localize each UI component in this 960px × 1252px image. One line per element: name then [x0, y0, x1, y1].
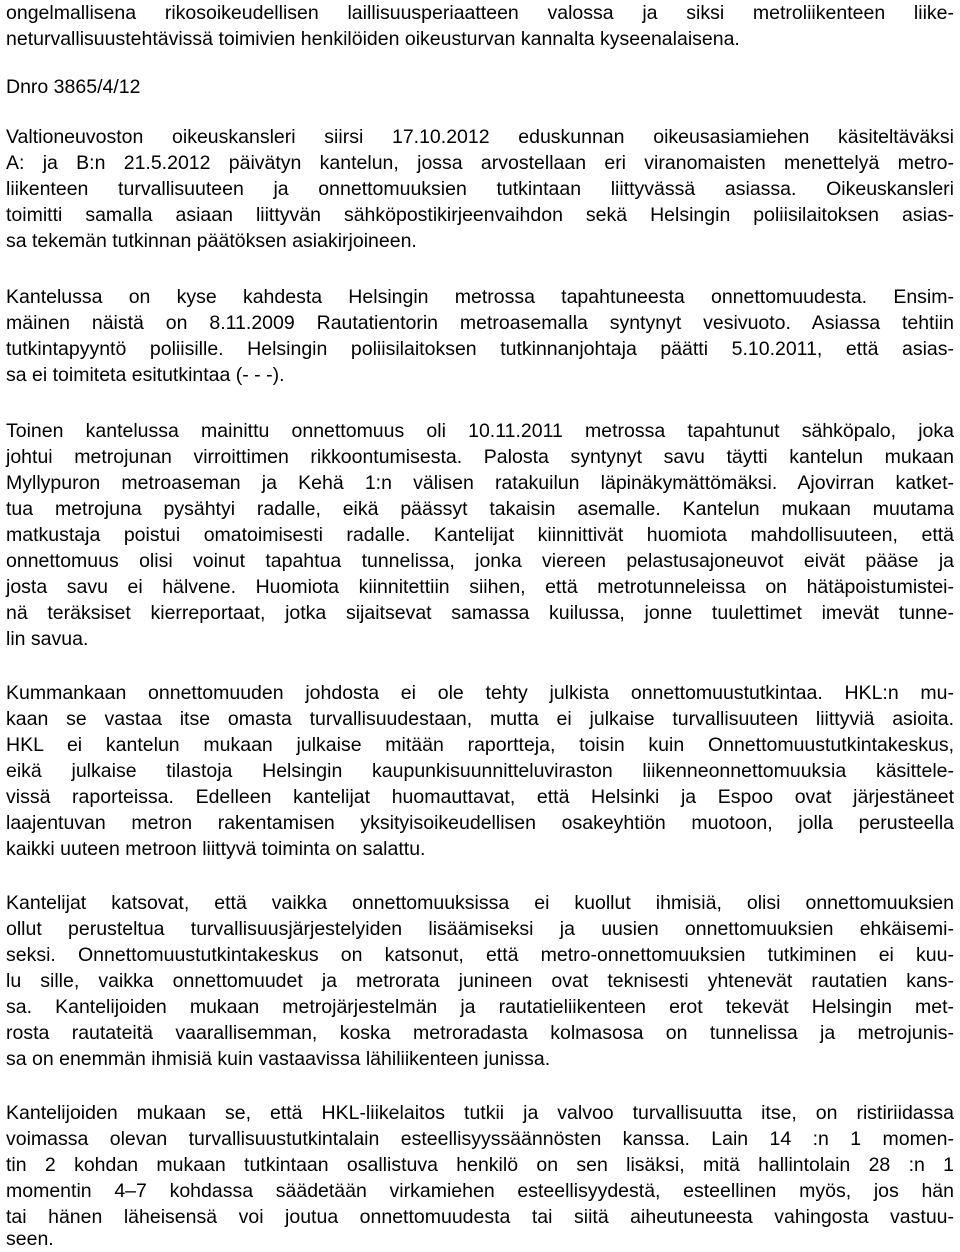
text-line: lin savua.: [6, 628, 89, 650]
text-line: tin 2 kohdan mukaan tutkintaan osallistuva henkilö on sen lisäksi, mitä hallintolain 28 :n 1: [6, 1154, 954, 1176]
text-line: Myllypuron metroaseman ja Kehä 1:n välisen ratakuilun läpinäkymättömäksi. Ajovirran katket-: [6, 472, 954, 494]
text-line: neturvallisuustehtävissä toimivien henkilöiden oikeusturvan kannalta kyseenalaisena.: [6, 28, 740, 50]
text-line: kaan se vastaa itse omasta turvallisuudestaan, mutta ei julkaise turvallisuuteen liittyviä asioita.: [6, 708, 954, 730]
text-line: mäinen näistä on 8.11.2009 Rautatientorin metroasemalla syntynyt vesivuoto. Asiassa tehtiin: [6, 312, 954, 334]
text-line: ollut perusteltua turvallisuusjärjestelyiden lisäämiseksi ja uusien onnettomuuksien ehkäisemi-: [6, 918, 954, 940]
text-line: liikenteen turvallisuuteen ja onnettomuuksien tutkintaan liittyvässä asiassa. Oikeuskansleri: [6, 178, 954, 200]
text-line: rosta rautateitä vaarallisemman, koska metroradasta kolmasosa on tunnelissa ja metrojunis-: [6, 1022, 954, 1044]
text-line: voimassa olevan turvallisuustutkintalain esteellisyyssäännösten kanssa. Lain 14 :n 1 momen-: [6, 1128, 954, 1150]
text-line: lu sille, vaikka onnettomuudet ja metrorata junineen ovat teknisesti yhtenevät rautatien kans-: [6, 970, 954, 992]
text-line: onnettomuus olisi voinut tapahtua tunnelissa, jonka viereen pelastusajoneuvot eivät pääse ja: [6, 550, 954, 572]
text-line: tua metrojuna pysähtyi radalle, eikä päässyt takaisin asemalle. Kantelun mukaan muutama: [6, 498, 954, 520]
text-line: josta savu ei hälvene. Huomiota kiinnitettiin siihen, että metrotunneleissa on hätäpoistumistei-: [6, 576, 954, 598]
text-line: matkustaja poistui omatoimisesti radalle. Kantelijat kiinnittivät huomiota mahdollisuuteen, että: [6, 524, 954, 546]
text-line: sa tekemän tutkinnan päätöksen asiakirjoineen.: [6, 230, 417, 252]
text-line: johtui metrojunan virroittimen rikkoontumisesta. Palosta syntynyt savu täytti kantelun mukaan: [6, 446, 954, 468]
text-line: HKL ei kantelun mukaan julkaise mitään raportteja, toisin kuin Onnettomuustutkintakeskus,: [6, 734, 954, 756]
text-line: Toinen kantelussa mainittu onnettomuus oli 10.11.2011 metrossa tapahtunut sähköpalo, joka: [6, 420, 954, 442]
text-line: Dnro 3865/4/12: [6, 76, 141, 98]
text-line: vissä raporteissa. Edelleen kantelijat huomauttavat, että Helsinki ja Espoo ovat järjestäneet: [6, 786, 954, 808]
text-line: sa ei toimiteta esitutkintaa (- - -).: [6, 364, 285, 386]
text-line: eikä julkaise tilastoja Helsingin kaupunkisuunnitteluviraston liikenneonnettomuuksia käsittele-: [6, 760, 954, 782]
text-line: toimitti samalla asiaan liittyvän sähköpostikirjeenvaihdon sekä Helsingin poliisilaitoksen asias-: [6, 204, 954, 226]
text-line: tai hänen läheisensä voi joutua onnettomuudesta tai siitä aiheutuneesta vahingosta vastuu-: [6, 1206, 954, 1228]
text-line: Valtioneuvoston oikeuskansleri siirsi 17.10.2012 eduskunnan oikeusasiamiehen käsiteltäväksi: [6, 126, 954, 148]
text-line: Kantelussa on kyse kahdesta Helsingin metrossa tapahtuneesta onnettomuudesta. Ensim-: [6, 286, 954, 308]
text-line: A: ja B:n 21.5.2012 päivätyn kantelun, jossa arvostellaan eri viranomaisten menettelyä metro-: [6, 152, 954, 174]
text-line: nä teräksiset kierreportaat, jotka sijaitsevat samassa kuilussa, jonne tuulettimet imevät tunne-: [6, 602, 954, 624]
text-line: sa on enemmän ihmisiä kuin vastaavissa lähiliikenteen junissa.: [6, 1048, 551, 1070]
text-line: Kummankaan onnettomuuden johdosta ei ole tehty julkista onnettomuustutkintaa. HKL:n mu-: [6, 682, 954, 704]
text-line: Kantelijat katsovat, että vaikka onnettomuuksissa ei kuollut ihmisiä, olisi onnettomuuksien: [6, 892, 954, 914]
text-line: laajentuvan metron rakentamisen yksityisoikeudellisen osakeyhtiön muotoon, jolla perusteella: [6, 812, 954, 834]
text-line: sa. Kantelijoiden mukaan metrojärjestelmän ja rautatieliikenteen erot tekevät Helsingin met-: [6, 996, 954, 1018]
text-line: tutkintapyyntö poliisille. Helsingin poliisilaitoksen tutkinnanjohtaja päätti 5.10.2011, että asias-: [6, 338, 954, 360]
text-line: momentin 4–7 kohdassa säädetään virkamiehen esteellisyydestä, esteellinen myös, jos hän: [6, 1180, 954, 1202]
text-line: seen.: [6, 1228, 54, 1250]
text-line: Kantelijoiden mukaan se, että HKL-liikelaitos tutkii ja valvoo turvallisuutta itse, on ristiriidassa: [6, 1102, 954, 1124]
text-line: seksi. Onnettomuustutkintakeskus on katsonut, että metro-onnettomuuksien tutkiminen ei kuu-: [6, 944, 954, 966]
text-line: ongelmallisena rikosoikeudellisen laillisuusperiaatteen valossa ja siksi metroliikenteen liike-: [6, 2, 954, 24]
text-line: kaikki uuteen metroon liittyvä toiminta on salattu.: [6, 838, 426, 860]
